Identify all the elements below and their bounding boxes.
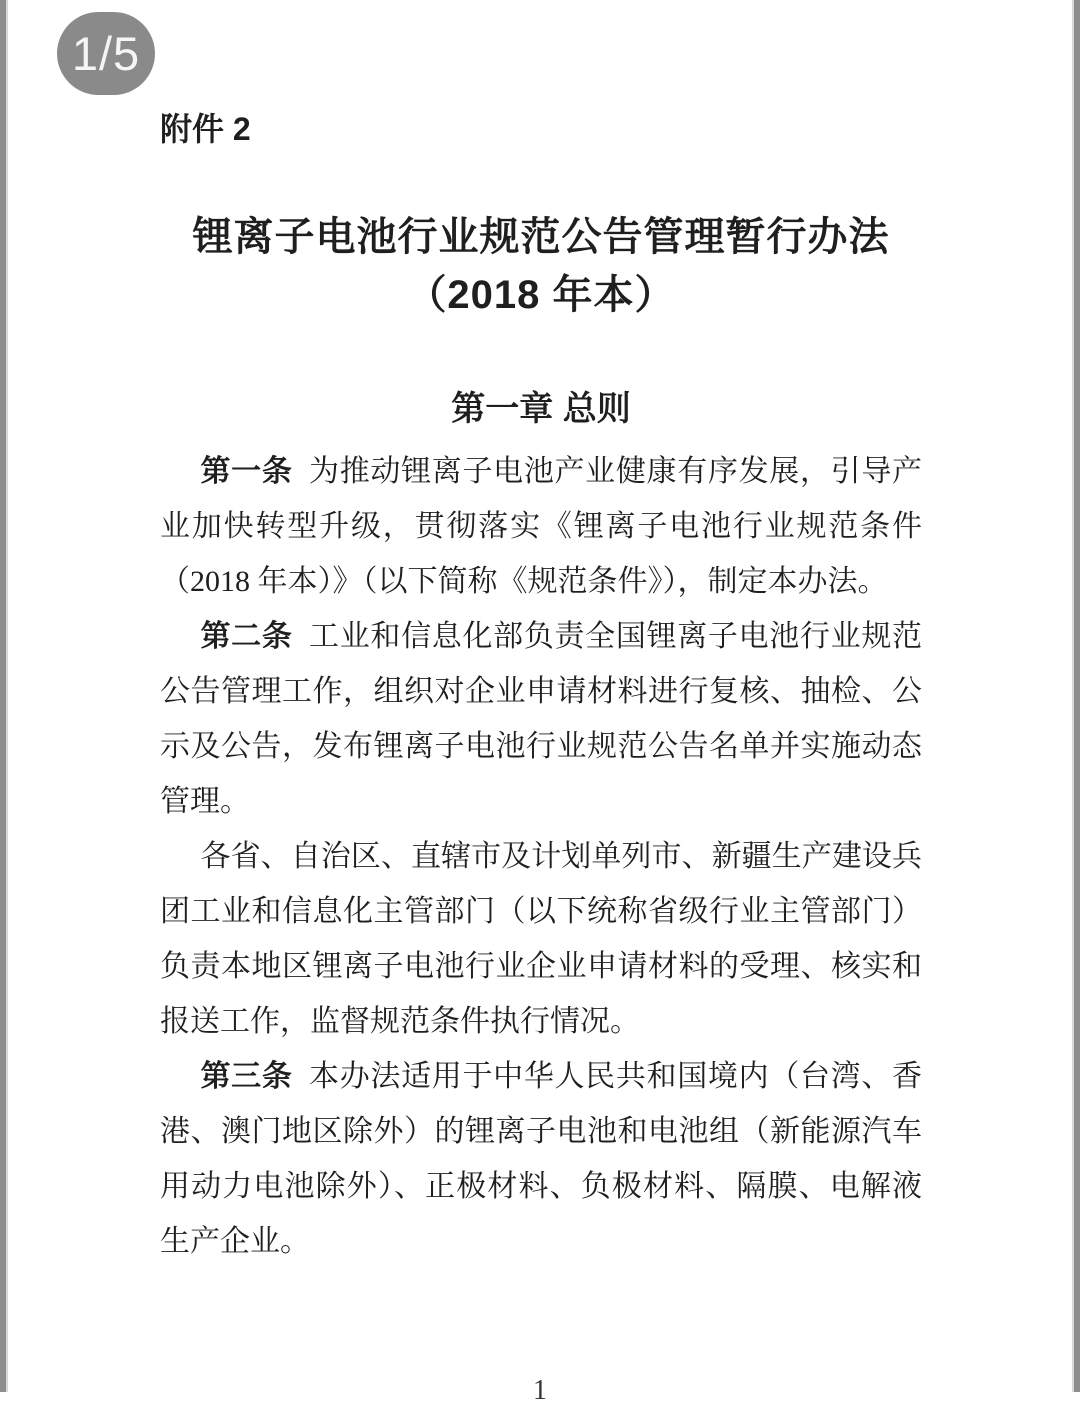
article-2-text: 工业和信息化部负责全国锂离子电池行业规范公告管理工作，组织对企业申请材料进行复核、抽检、公示及公告，发布锂离子电池行业规范公告名单并实施动态管理。	[160, 620, 923, 818]
page-indicator-badge	[57, 12, 155, 95]
viewer-left-edge	[0, 0, 8, 1392]
page-footer-number: 1	[533, 1375, 547, 1406]
document-title-line2: （2018 年本）	[406, 273, 676, 317]
document-body	[160, 444, 922, 1269]
article-3-lead: 第三条	[200, 1060, 293, 1093]
article-2-lead: 第二条	[200, 620, 293, 653]
document-title	[160, 208, 922, 324]
page-indicator-label: 1/5	[71, 27, 141, 80]
attachment-label: 附件 2	[160, 111, 251, 147]
paragraph-article-2-cont	[160, 829, 922, 1049]
article-3-text: 本办法适用于中华人民共和国境内（台湾、香港、澳门地区除外）的锂离子电池和电池组（新能源汽车用动力电池除外）、正极材料、负极材料、隔膜、电解液生产企业。	[160, 1060, 923, 1258]
document-title-line1: 锂离子电池行业规范公告管理暂行办法	[192, 215, 890, 259]
viewer-right-edge	[1072, 0, 1080, 1392]
article-1-lead: 第一条	[200, 455, 293, 488]
document-page	[160, 0, 922, 1269]
article-2-cont-text: 各省、自治区、直辖市及计划单列市、新疆生产建设兵团工业和信息化主管部门（以下统称省级行业主管部门）负责本地区锂离子电池行业企业申请材料的受理、核实和报送工作，监督规范条件执行情况。	[160, 840, 922, 1038]
chapter-heading: 第一章 总则	[451, 390, 631, 428]
paragraph-article-2	[160, 609, 922, 829]
paragraph-article-1	[160, 444, 922, 609]
article-1-text: 为推动锂离子电池产业健康有序发展，引导产业加快转型升级，贯彻落实《锂离子电池行业规范条件（2018 年本）》（以下简称《规范条件》），制定本办法。	[160, 455, 923, 598]
paragraph-article-3	[160, 1049, 922, 1269]
